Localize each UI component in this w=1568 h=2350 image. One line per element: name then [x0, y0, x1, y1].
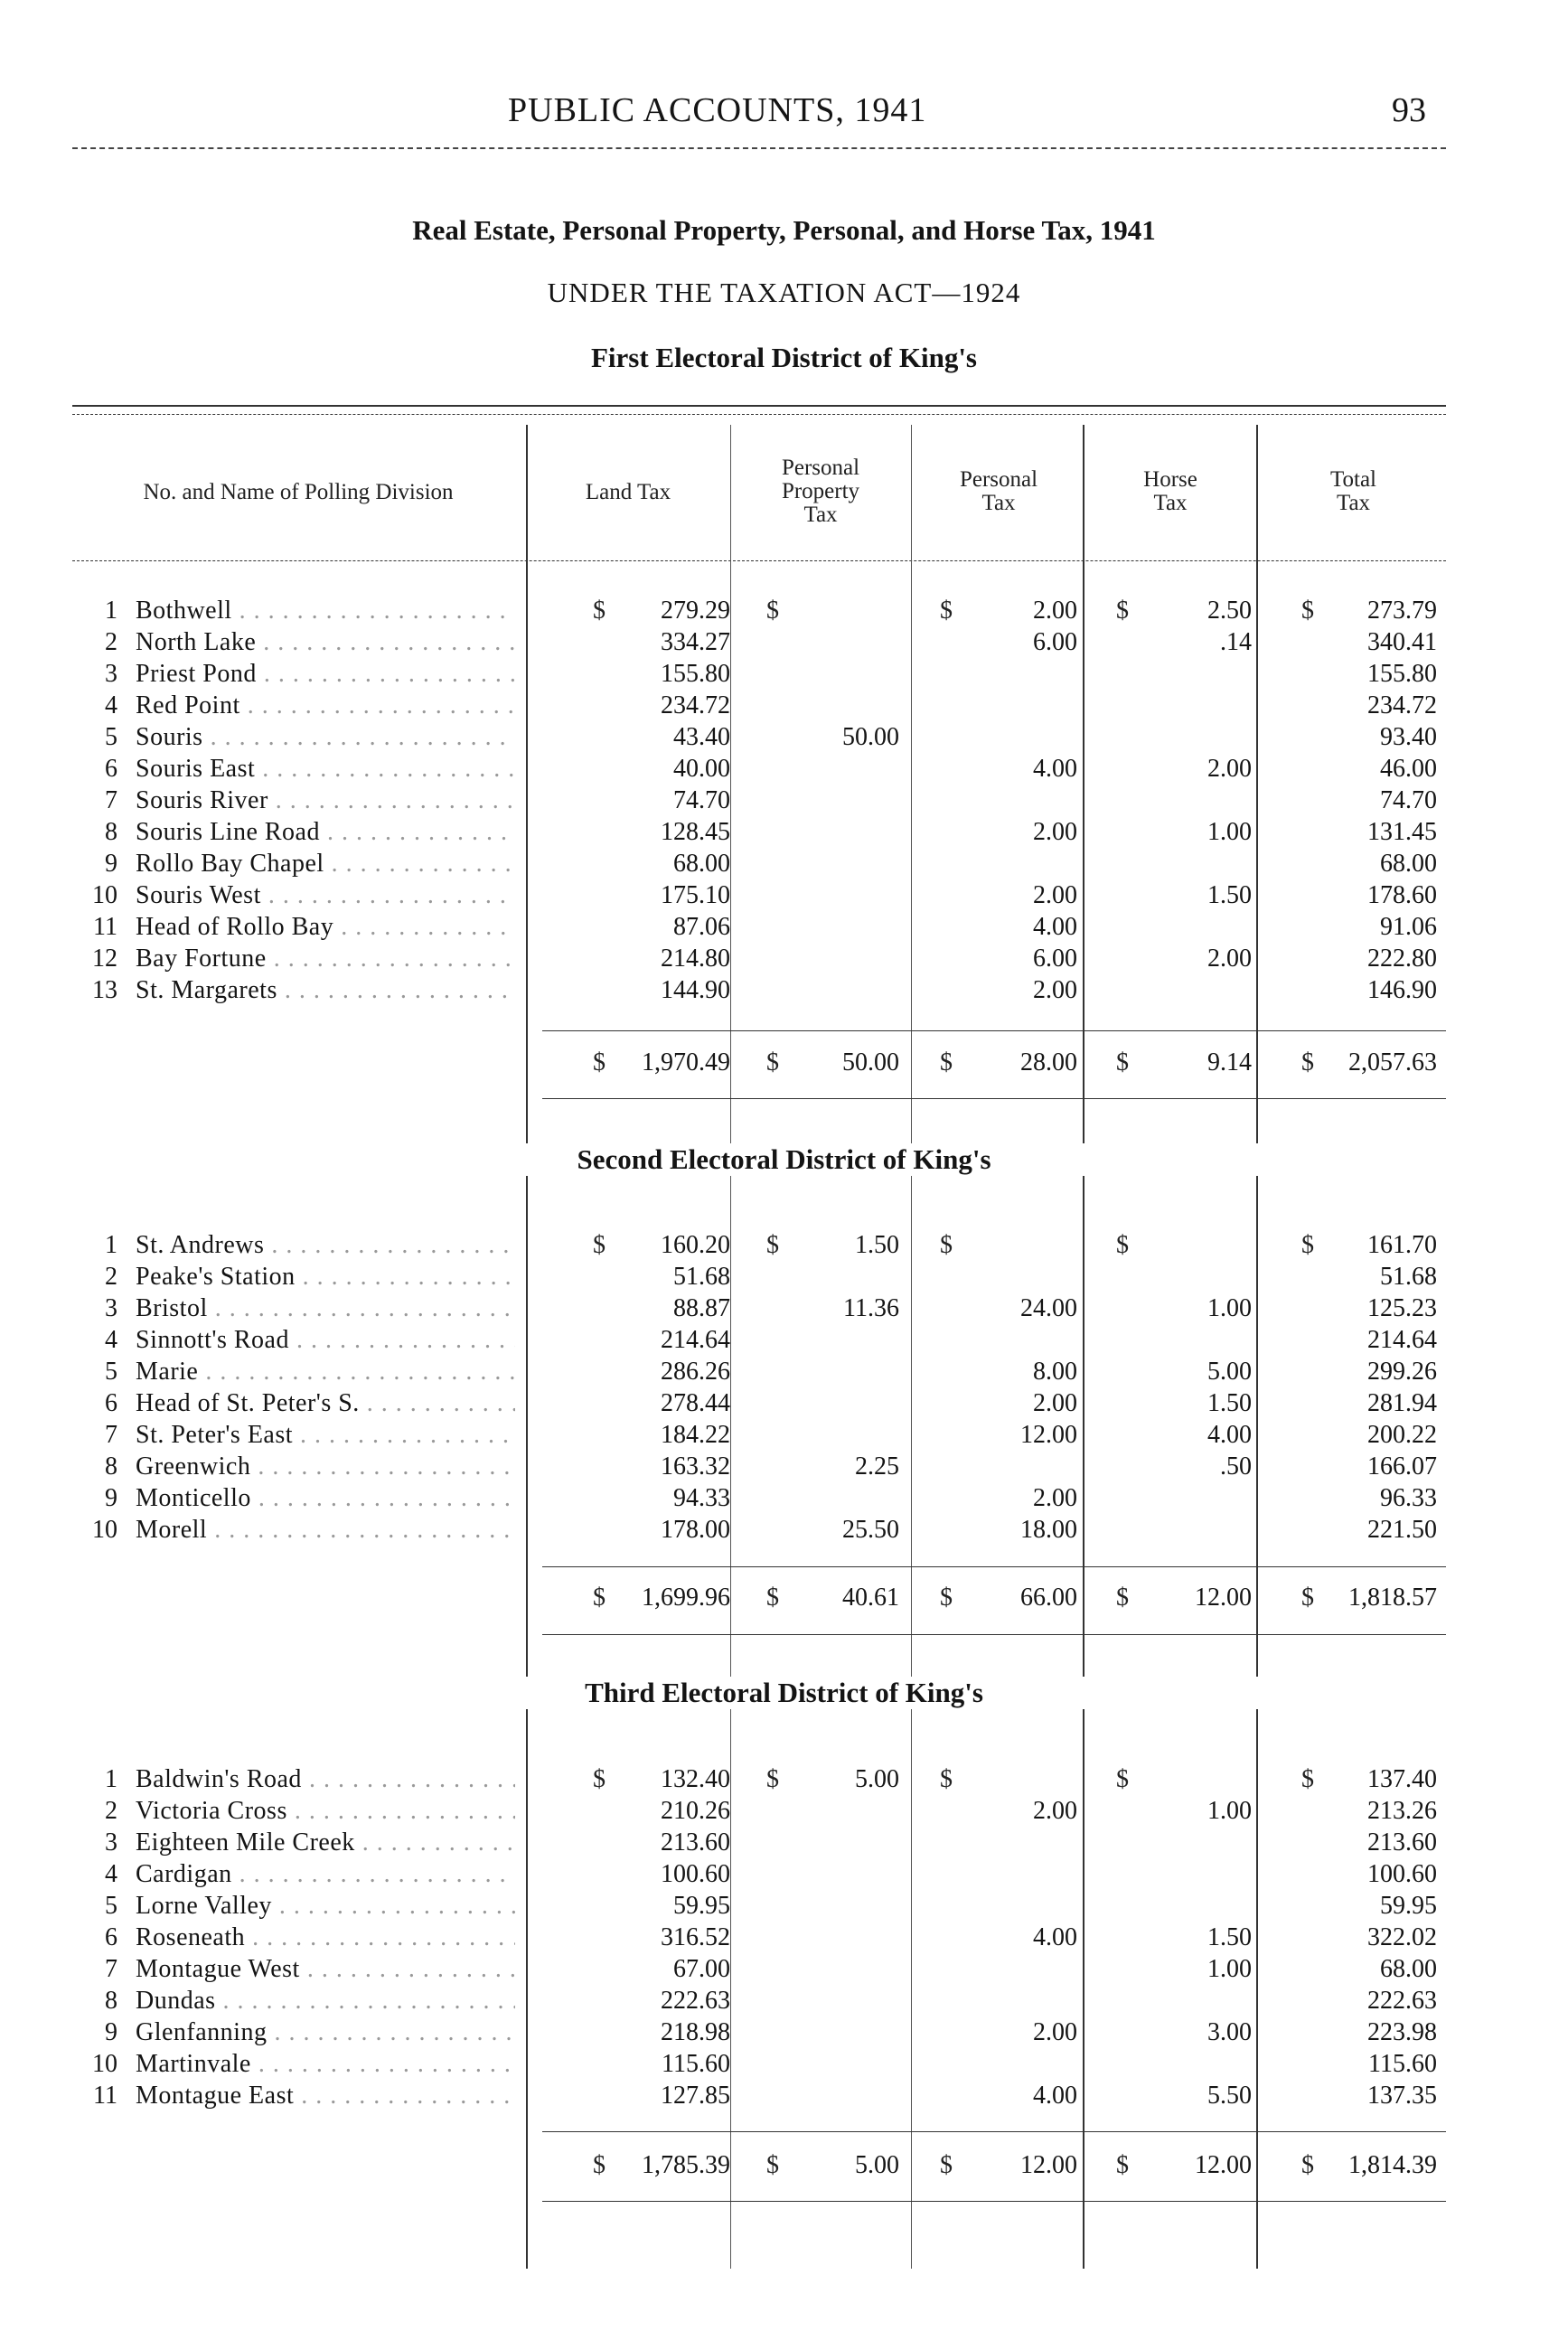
land-tax-value: 51.68: [673, 1263, 730, 1291]
total-tax-value: 100.60: [1367, 1860, 1437, 1888]
row-number: 8: [105, 1452, 117, 1480]
total-tax-total: 2,057.63: [1348, 1048, 1437, 1076]
personal-tax-value: 4.00: [1033, 1923, 1077, 1951]
land-tax-value: 43.40: [673, 723, 730, 751]
total-tax-value: 223.98: [1367, 2018, 1437, 2046]
land-tax-value: 218.98: [661, 2018, 730, 2046]
col-header-horse-line-1: Horse: [1143, 467, 1197, 492]
table-row: [0, 1987, 1568, 2018]
total-underline: [542, 1098, 1446, 1099]
land-tax-value: 160.20: [661, 1231, 730, 1259]
land-tax-value: 175.10: [661, 881, 730, 909]
horse-tax-value: 4.00: [1207, 1421, 1252, 1449]
dollar-sign: $: [1116, 1231, 1129, 1259]
row-number: 9: [105, 2018, 117, 2046]
dollar-sign: $: [1301, 597, 1314, 625]
row-number: 10: [92, 2050, 117, 2078]
col-header-personal-line-1: Personal: [959, 467, 1038, 492]
polling-division-name: St. Andrews . . .: [136, 1231, 515, 1260]
row-number: 2: [105, 628, 117, 656]
horse-tax-value: 1.00: [1207, 818, 1252, 846]
personal-tax-value: 4.00: [1033, 2082, 1077, 2110]
polling-division-name: Victoria Cross . . .: [136, 1797, 515, 1826]
col-header-horse-line-2: Tax: [1153, 491, 1188, 515]
table-row: [0, 1516, 1568, 1547]
total-tax-value: 234.72: [1367, 691, 1437, 719]
polling-division-name: Montague West . . .: [136, 1955, 515, 1984]
row-number: 7: [105, 1955, 117, 1983]
polling-division-name: Glenfanning . . .: [136, 2018, 515, 2047]
row-number: 7: [105, 1421, 117, 1449]
personal-property-tax-value: 50.00: [842, 723, 899, 751]
table-row: [0, 1923, 1568, 1955]
row-number: 8: [105, 1987, 117, 2015]
dollar-sign: $: [1116, 2151, 1129, 2179]
total-tax-value: 59.95: [1380, 1892, 1437, 1920]
running-head: [0, 90, 1568, 145]
total-tax-value: 200.22: [1367, 1421, 1437, 1449]
table-row: [0, 1892, 1568, 1923]
polling-division-name: Marie . . .: [136, 1358, 515, 1386]
polling-division-name: Rollo Bay Chapel . . .: [136, 850, 515, 879]
col-header-total: [1261, 468, 1446, 515]
dollar-sign: $: [593, 2151, 606, 2179]
total-tax-value: 281.94: [1367, 1389, 1437, 1417]
district-2-totals-row: [0, 1584, 1568, 1615]
polling-division-name: Montague East . . .: [136, 2082, 515, 2110]
polling-division-name: North Lake . . .: [136, 628, 515, 657]
table-row: [0, 818, 1568, 850]
district-heading-1: First Electoral District of King's: [590, 342, 977, 373]
polling-division-name: Bothwell . . .: [136, 597, 515, 625]
table-row: [0, 1452, 1568, 1484]
polling-division-name: Bristol . . .: [136, 1294, 515, 1323]
col-header-personal-property-line-1: Personal: [781, 456, 860, 480]
header-bottom-rule: [72, 560, 1446, 561]
table-row: [0, 628, 1568, 660]
personal-tax-value: 18.00: [1020, 1516, 1077, 1544]
dollar-sign: $: [1301, 1048, 1314, 1076]
land-tax-value: 127.85: [661, 2082, 730, 2110]
row-number: 10: [92, 1516, 117, 1544]
personal-tax-total: 66.00: [1020, 1584, 1077, 1612]
dollar-sign: $: [1301, 1584, 1314, 1612]
table-row: [0, 691, 1568, 723]
polling-division-name: Souris Line Road . . .: [136, 818, 515, 847]
land-tax-value: 155.80: [661, 660, 730, 688]
horse-tax-value: 2.00: [1207, 945, 1252, 973]
table-row: [0, 1231, 1568, 1263]
col-header-horse: [1084, 468, 1256, 515]
total-tax-value: 221.50: [1367, 1516, 1437, 1544]
personal-property-tax-value: 2.25: [855, 1452, 899, 1480]
header-rule: [72, 147, 1446, 149]
land-tax-value: 278.44: [661, 1389, 730, 1417]
row-number: 5: [105, 723, 117, 751]
row-number: 6: [105, 1389, 117, 1417]
table-row: [0, 1326, 1568, 1358]
table-row: [0, 1955, 1568, 1987]
total-tax-value: 213.26: [1367, 1797, 1437, 1825]
horse-tax-total: 12.00: [1195, 1584, 1252, 1612]
table-row: [0, 2082, 1568, 2113]
dollar-sign: $: [940, 1048, 953, 1076]
land-tax-value: 213.60: [661, 1828, 730, 1856]
land-tax-value: 178.00: [661, 1516, 730, 1544]
land-tax-value: 316.52: [661, 1923, 730, 1951]
personal-tax-value: 2.00: [1033, 881, 1077, 909]
personal-tax-value: 2.00: [1033, 976, 1077, 1004]
row-number: 7: [105, 786, 117, 814]
dollar-sign: $: [766, 597, 779, 625]
horse-tax-value: .14: [1220, 628, 1252, 656]
table-row: [0, 1484, 1568, 1516]
dollar-sign: $: [593, 597, 606, 625]
row-number: 12: [92, 945, 117, 973]
total-tax-value: 96.33: [1380, 1484, 1437, 1512]
personal-tax-value: 2.00: [1033, 1797, 1077, 1825]
table-row: [0, 1294, 1568, 1326]
total-tax-value: 273.79: [1367, 597, 1437, 625]
personal-property-tax-value: 1.50: [855, 1231, 899, 1259]
dollar-sign: $: [1116, 1765, 1129, 1793]
row-number: 3: [105, 1294, 117, 1322]
land-tax-value: 286.26: [661, 1358, 730, 1386]
dollar-sign: $: [1116, 597, 1129, 625]
col-header-personal-property: [730, 456, 911, 527]
district-1-totals-row: [0, 1048, 1568, 1080]
dollar-sign: $: [940, 2151, 953, 2179]
land-tax-value: 128.45: [661, 818, 730, 846]
land-tax-value: 94.33: [673, 1484, 730, 1512]
land-tax-value: 279.29: [661, 597, 730, 625]
personal-tax-total: 12.00: [1020, 2151, 1077, 2179]
row-number: 2: [105, 1263, 117, 1291]
subtotal-rule: [542, 1566, 1446, 1567]
table-row: [0, 1828, 1568, 1860]
personal-tax-value: 4.00: [1033, 755, 1077, 783]
polling-division-name: Roseneath . . .: [136, 1923, 515, 1952]
land-tax-total: 1,970.49: [642, 1048, 730, 1076]
land-tax-value: 88.87: [673, 1294, 730, 1322]
polling-division-name: Eighteen Mile Creek . . .: [136, 1828, 515, 1857]
dollar-sign: $: [593, 1231, 606, 1259]
personal-property-tax-total: 5.00: [855, 2151, 899, 2179]
land-tax-value: 214.80: [661, 945, 730, 973]
total-tax-total: 1,814.39: [1348, 2151, 1437, 2179]
document-title: Real Estate, Personal Property, Personal, and Horse Tax, 1941: [412, 214, 1156, 246]
total-tax-value: 74.70: [1380, 786, 1437, 814]
total-tax-value: 222.63: [1367, 1987, 1437, 2015]
dollar-sign: $: [940, 597, 953, 625]
total-tax-value: 214.64: [1367, 1326, 1437, 1354]
page-number: 93: [1392, 91, 1426, 129]
horse-tax-value: 2.50: [1207, 597, 1252, 625]
table-row: [0, 1860, 1568, 1892]
row-number: 9: [105, 1484, 117, 1512]
dollar-sign: $: [1301, 1765, 1314, 1793]
personal-tax-value: 2.00: [1033, 597, 1077, 625]
dollar-sign: $: [766, 1765, 779, 1793]
land-tax-value: 74.70: [673, 786, 730, 814]
dollar-sign: $: [766, 1048, 779, 1076]
total-tax-value: 166.07: [1367, 1452, 1437, 1480]
land-tax-value: 115.60: [662, 2050, 730, 2078]
row-number: 3: [105, 660, 117, 688]
horse-tax-value: 1.50: [1207, 881, 1252, 909]
running-title: PUBLIC ACCOUNTS, 1941: [508, 91, 927, 129]
table-row: [0, 2050, 1568, 2082]
total-tax-value: 161.70: [1367, 1231, 1437, 1259]
subtotal-rule: [542, 1030, 1446, 1031]
row-number: 11: [93, 913, 117, 941]
table-row: [0, 1358, 1568, 1389]
land-tax-value: 59.95: [673, 1892, 730, 1920]
dollar-sign: $: [766, 1584, 779, 1612]
district-3-totals-row: [0, 2151, 1568, 2183]
dollar-sign: $: [593, 1765, 606, 1793]
row-number: 11: [93, 2082, 117, 2110]
dollar-sign: $: [940, 1765, 953, 1793]
polling-division-name: Souris West . . .: [136, 881, 515, 910]
table-row: [0, 945, 1568, 976]
polling-division-name: Sinnott's Road . . .: [136, 1326, 515, 1355]
dollar-sign: $: [766, 2151, 779, 2179]
personal-property-tax-total: 40.61: [842, 1584, 899, 1612]
polling-division-name: Priest Pond . . .: [136, 660, 515, 689]
table-row: [0, 881, 1568, 913]
row-number: 9: [105, 850, 117, 878]
total-tax-value: 137.40: [1367, 1765, 1437, 1793]
horse-tax-total: 12.00: [1195, 2151, 1252, 2179]
total-tax-value: 93.40: [1380, 723, 1437, 751]
land-tax-value: 210.26: [661, 1797, 730, 1825]
personal-tax-value: 6.00: [1033, 628, 1077, 656]
land-tax-value: 100.60: [661, 1860, 730, 1888]
total-tax-value: 155.80: [1367, 660, 1437, 688]
land-tax-value: 163.32: [661, 1452, 730, 1480]
total-tax-total: 1,818.57: [1348, 1584, 1437, 1612]
polling-division-name: Martinvale . . .: [136, 2050, 515, 2079]
table-top-rule: [72, 405, 1446, 407]
land-tax-value: 132.40: [661, 1765, 730, 1793]
row-number: 13: [92, 976, 117, 1004]
table-row: [0, 786, 1568, 818]
table-row: [0, 597, 1568, 628]
polling-division-name: Monticello . . .: [136, 1484, 515, 1513]
total-tax-value: 125.23: [1367, 1294, 1437, 1322]
total-underline: [542, 2201, 1446, 2202]
row-number: 8: [105, 818, 117, 846]
row-number: 5: [105, 1892, 117, 1920]
total-tax-value: 131.45: [1367, 818, 1437, 846]
total-tax-value: 115.60: [1368, 2050, 1437, 2078]
total-tax-value: 178.60: [1367, 881, 1437, 909]
land-tax-value: 184.22: [661, 1421, 730, 1449]
col-header-personal: [913, 468, 1084, 515]
total-tax-value: 322.02: [1367, 1923, 1437, 1951]
polling-division-name: St. Peter's East . . .: [136, 1421, 515, 1450]
personal-property-tax-value: 25.50: [842, 1516, 899, 1544]
polling-division-name: Peake's Station . . .: [136, 1263, 515, 1292]
row-number: 10: [92, 881, 117, 909]
personal-tax-value: 2.00: [1033, 1484, 1077, 1512]
dollar-sign: $: [593, 1048, 606, 1076]
horse-tax-value: 1.00: [1207, 1797, 1252, 1825]
subtotal-rule: [542, 2131, 1446, 2132]
col-header-total-line-1: Total: [1329, 467, 1376, 492]
row-number: 3: [105, 1828, 117, 1856]
polling-division-name: Head of St. Peter's S. . . .: [136, 1389, 515, 1418]
horse-tax-value: 1.50: [1207, 1389, 1252, 1417]
table-row: [0, 913, 1568, 945]
personal-property-tax-value: 11.36: [843, 1294, 899, 1322]
land-tax-value: 234.72: [661, 691, 730, 719]
table-row: [0, 1389, 1568, 1421]
table-row: [0, 660, 1568, 691]
row-number: 1: [105, 597, 117, 625]
land-tax-value: 334.27: [661, 628, 730, 656]
col-header-division: No. and Name of Polling Division: [143, 480, 454, 504]
personal-property-tax-total: 50.00: [842, 1048, 899, 1076]
land-tax-value: 222.63: [661, 1987, 730, 2015]
table-row: [0, 755, 1568, 786]
personal-property-tax-value: 5.00: [855, 1765, 899, 1793]
land-tax-value: 144.90: [661, 976, 730, 1004]
col-header-land: Land Tax: [585, 480, 671, 504]
col-header-personal-property-line-3: Tax: [803, 503, 838, 527]
polling-division-name: Lorne Valley . . .: [136, 1892, 515, 1921]
polling-division-name: Head of Rollo Bay . . .: [136, 913, 515, 942]
horse-tax-value: 5.50: [1207, 2082, 1252, 2110]
dollar-sign: $: [1116, 1048, 1129, 1076]
personal-tax-value: 12.00: [1020, 1421, 1077, 1449]
polling-division-name: Bay Fortune . . .: [136, 945, 515, 973]
row-number: 6: [105, 1923, 117, 1951]
col-header-personal-line-2: Tax: [981, 491, 1016, 515]
row-number: 4: [105, 1860, 117, 1888]
horse-tax-value: .50: [1220, 1452, 1252, 1480]
district-heading-2: Second Electoral District of King's: [0, 1143, 1568, 1176]
horse-tax-value: 2.00: [1207, 755, 1252, 783]
personal-tax-total: 28.00: [1020, 1048, 1077, 1076]
land-tax-value: 87.06: [673, 913, 730, 941]
horse-tax-value: 1.50: [1207, 1923, 1252, 1951]
row-number: 1: [105, 1231, 117, 1259]
total-tax-value: 51.68: [1380, 1263, 1437, 1291]
col-header-personal-property-line-2: Property: [781, 479, 860, 503]
table-row: [0, 723, 1568, 755]
total-tax-value: 146.90: [1367, 976, 1437, 1004]
dollar-sign: $: [1301, 2151, 1314, 2179]
district-heading-3: Third Electoral District of King's: [0, 1677, 1568, 1709]
row-number: 4: [105, 691, 117, 719]
table-top-rule-2: [72, 414, 1446, 415]
personal-tax-value: 8.00: [1033, 1358, 1077, 1386]
row-number: 5: [105, 1358, 117, 1386]
total-tax-value: 222.80: [1367, 945, 1437, 973]
total-tax-value: 137.35: [1367, 2082, 1437, 2110]
total-tax-value: 91.06: [1380, 913, 1437, 941]
row-number: 6: [105, 755, 117, 783]
total-tax-value: 299.26: [1367, 1358, 1437, 1386]
horse-tax-value: 5.00: [1207, 1358, 1252, 1386]
personal-tax-value: 2.00: [1033, 1389, 1077, 1417]
dollar-sign: $: [940, 1584, 953, 1612]
polling-division-name: Dundas . . .: [136, 1987, 515, 2016]
polling-division-name: Souris East . . .: [136, 755, 515, 784]
land-tax-total: 1,699.96: [642, 1584, 730, 1612]
personal-tax-value: 6.00: [1033, 945, 1077, 973]
land-tax-total: 1,785.39: [642, 2151, 730, 2179]
table-row: [0, 1421, 1568, 1452]
table-row: [0, 1765, 1568, 1797]
total-tax-value: 46.00: [1380, 755, 1437, 783]
land-tax-value: 214.64: [661, 1326, 730, 1354]
row-number: 1: [105, 1765, 117, 1793]
col-header-total-line-2: Tax: [1336, 491, 1371, 515]
polling-division-name: Red Point . . .: [136, 691, 515, 720]
document-subtitle: UNDER THE TAXATION ACT—1924: [547, 277, 1021, 308]
horse-tax-value: 3.00: [1207, 2018, 1252, 2046]
land-tax-value: 68.00: [673, 850, 730, 878]
polling-division-name: Cardigan . . .: [136, 1860, 515, 1889]
table-row: [0, 850, 1568, 881]
table-row: [0, 1263, 1568, 1294]
polling-division-name: Souris . . .: [136, 723, 515, 752]
horse-tax-value: 1.00: [1207, 1294, 1252, 1322]
dollar-sign: $: [940, 1231, 953, 1259]
dollar-sign: $: [1116, 1584, 1129, 1612]
row-number: 4: [105, 1326, 117, 1354]
personal-tax-value: 2.00: [1033, 818, 1077, 846]
dollar-sign: $: [766, 1231, 779, 1259]
row-number: 2: [105, 1797, 117, 1825]
personal-tax-value: 4.00: [1033, 913, 1077, 941]
polling-division-name: Souris River . . .: [136, 786, 515, 815]
total-underline: [542, 1634, 1446, 1635]
horse-tax-total: 9.14: [1207, 1048, 1252, 1076]
personal-tax-value: 24.00: [1020, 1294, 1077, 1322]
total-tax-value: 340.41: [1367, 628, 1437, 656]
dollar-sign: $: [593, 1584, 606, 1612]
polling-division-name: St. Margarets . . .: [136, 976, 515, 1005]
horse-tax-value: 1.00: [1207, 1955, 1252, 1983]
total-tax-value: 68.00: [1380, 1955, 1437, 1983]
land-tax-value: 67.00: [673, 1955, 730, 1983]
table-row: [0, 976, 1568, 1008]
dollar-sign: $: [1301, 1231, 1314, 1259]
land-tax-value: 40.00: [673, 755, 730, 783]
total-tax-value: 68.00: [1380, 850, 1437, 878]
total-tax-value: 213.60: [1367, 1828, 1437, 1856]
polling-division-name: Morell . . .: [136, 1516, 515, 1545]
polling-division-name: Baldwin's Road . . .: [136, 1765, 515, 1794]
table-row: [0, 1797, 1568, 1828]
polling-division-name: Greenwich . . .: [136, 1452, 515, 1481]
table-row: [0, 2018, 1568, 2050]
personal-tax-value: 2.00: [1033, 2018, 1077, 2046]
